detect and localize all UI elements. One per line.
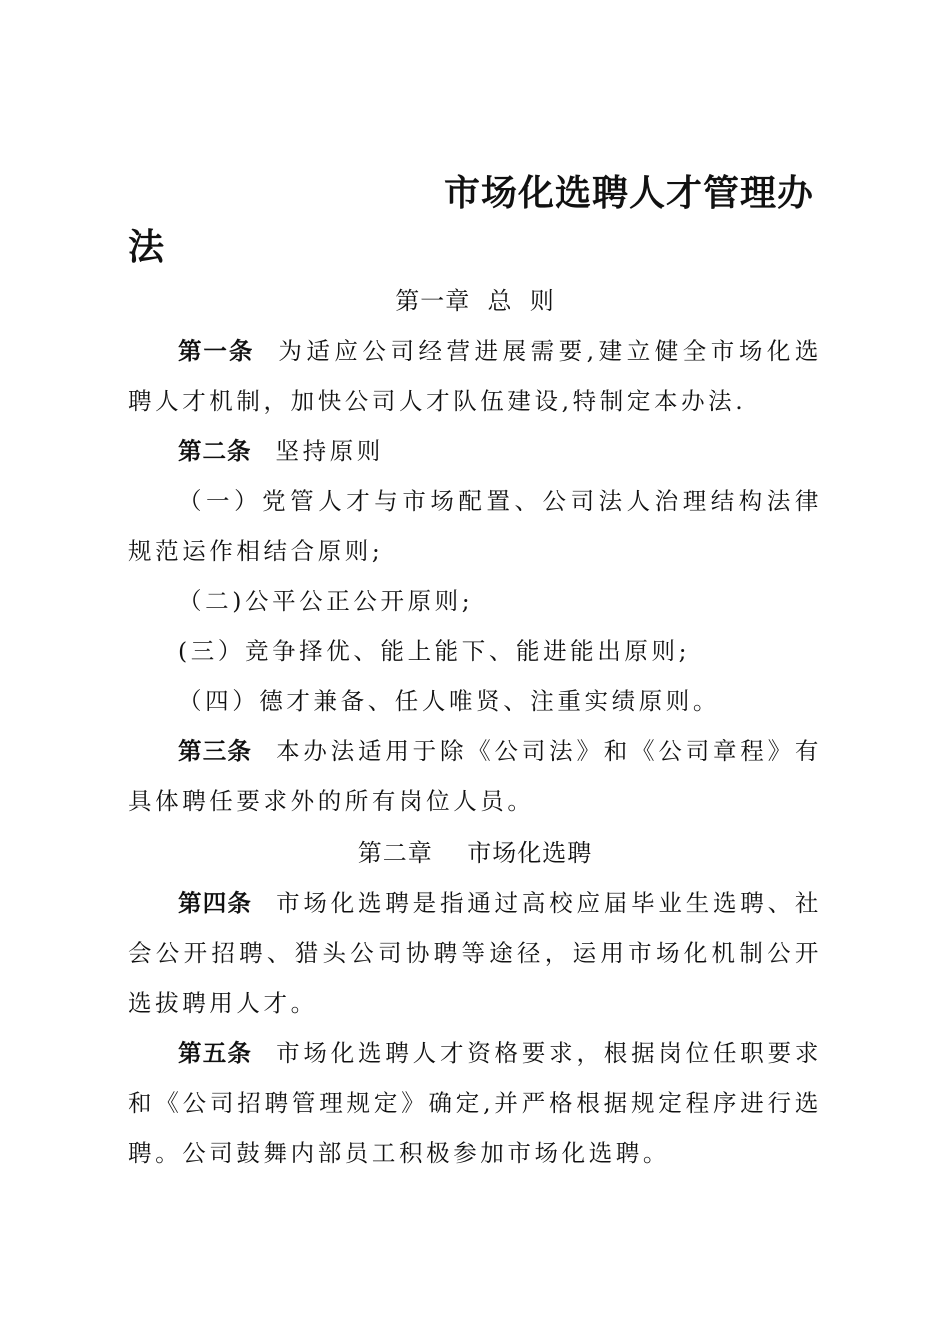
article-1 — [128, 326, 822, 426]
article-label: 第四条 — [178, 889, 253, 917]
article-text: 市场化选聘人才资格要求，根据岗位任职要求和《公司招聘管理规定》确定,并严格根据规定程序进行选聘。公司鼓舞内部员工积极参加市场化选聘。 — [128, 1039, 823, 1167]
article-text: 坚持原则 — [275, 437, 384, 465]
article-5 — [128, 1028, 822, 1178]
article-label: 第三条 — [178, 737, 253, 765]
article-4 — [128, 878, 822, 1028]
article-label: 第一条 — [178, 337, 255, 365]
chapter-heading-2: 第二章 市场化选聘 — [357, 839, 593, 867]
article-label: 第五条 — [178, 1039, 253, 1067]
article-text: 为适应公司经营进展需要,建立健全市场化选聘人才机制，加快公司人才队伍建设,特制定本办法. — [128, 337, 822, 415]
principle-item: （四）德才兼备、任人唯贤、注重实绩原则。 — [178, 687, 720, 715]
principle-item: （一）党管人才与市场配置、公司法人治理结构法律规范运作相结合原则; — [128, 487, 822, 565]
document-title: 市场化选聘人才管理办法 — [128, 172, 815, 268]
article-label: 第二条 — [178, 437, 252, 465]
article-3 — [128, 726, 822, 826]
article-text: 本办法适用于除《公司法》和《公司章程》有具体聘任要求外的所有岗位人员。 — [128, 737, 823, 815]
article-text: 市场化选聘是指通过高校应届毕业生选聘、社会公开招聘、猎头公司协聘等途径，运用市场化机制公开选拔聘用人才。 — [128, 889, 823, 1017]
document-body — [128, 166, 822, 1178]
chapter-heading-1: 第一章 总 则 — [395, 287, 555, 315]
principle-item: (三）竞争择优、能上能下、能进能出原则; — [178, 637, 691, 665]
principle-item: （二)公平公正公开原则; — [178, 587, 474, 615]
article-2 — [128, 426, 822, 476]
